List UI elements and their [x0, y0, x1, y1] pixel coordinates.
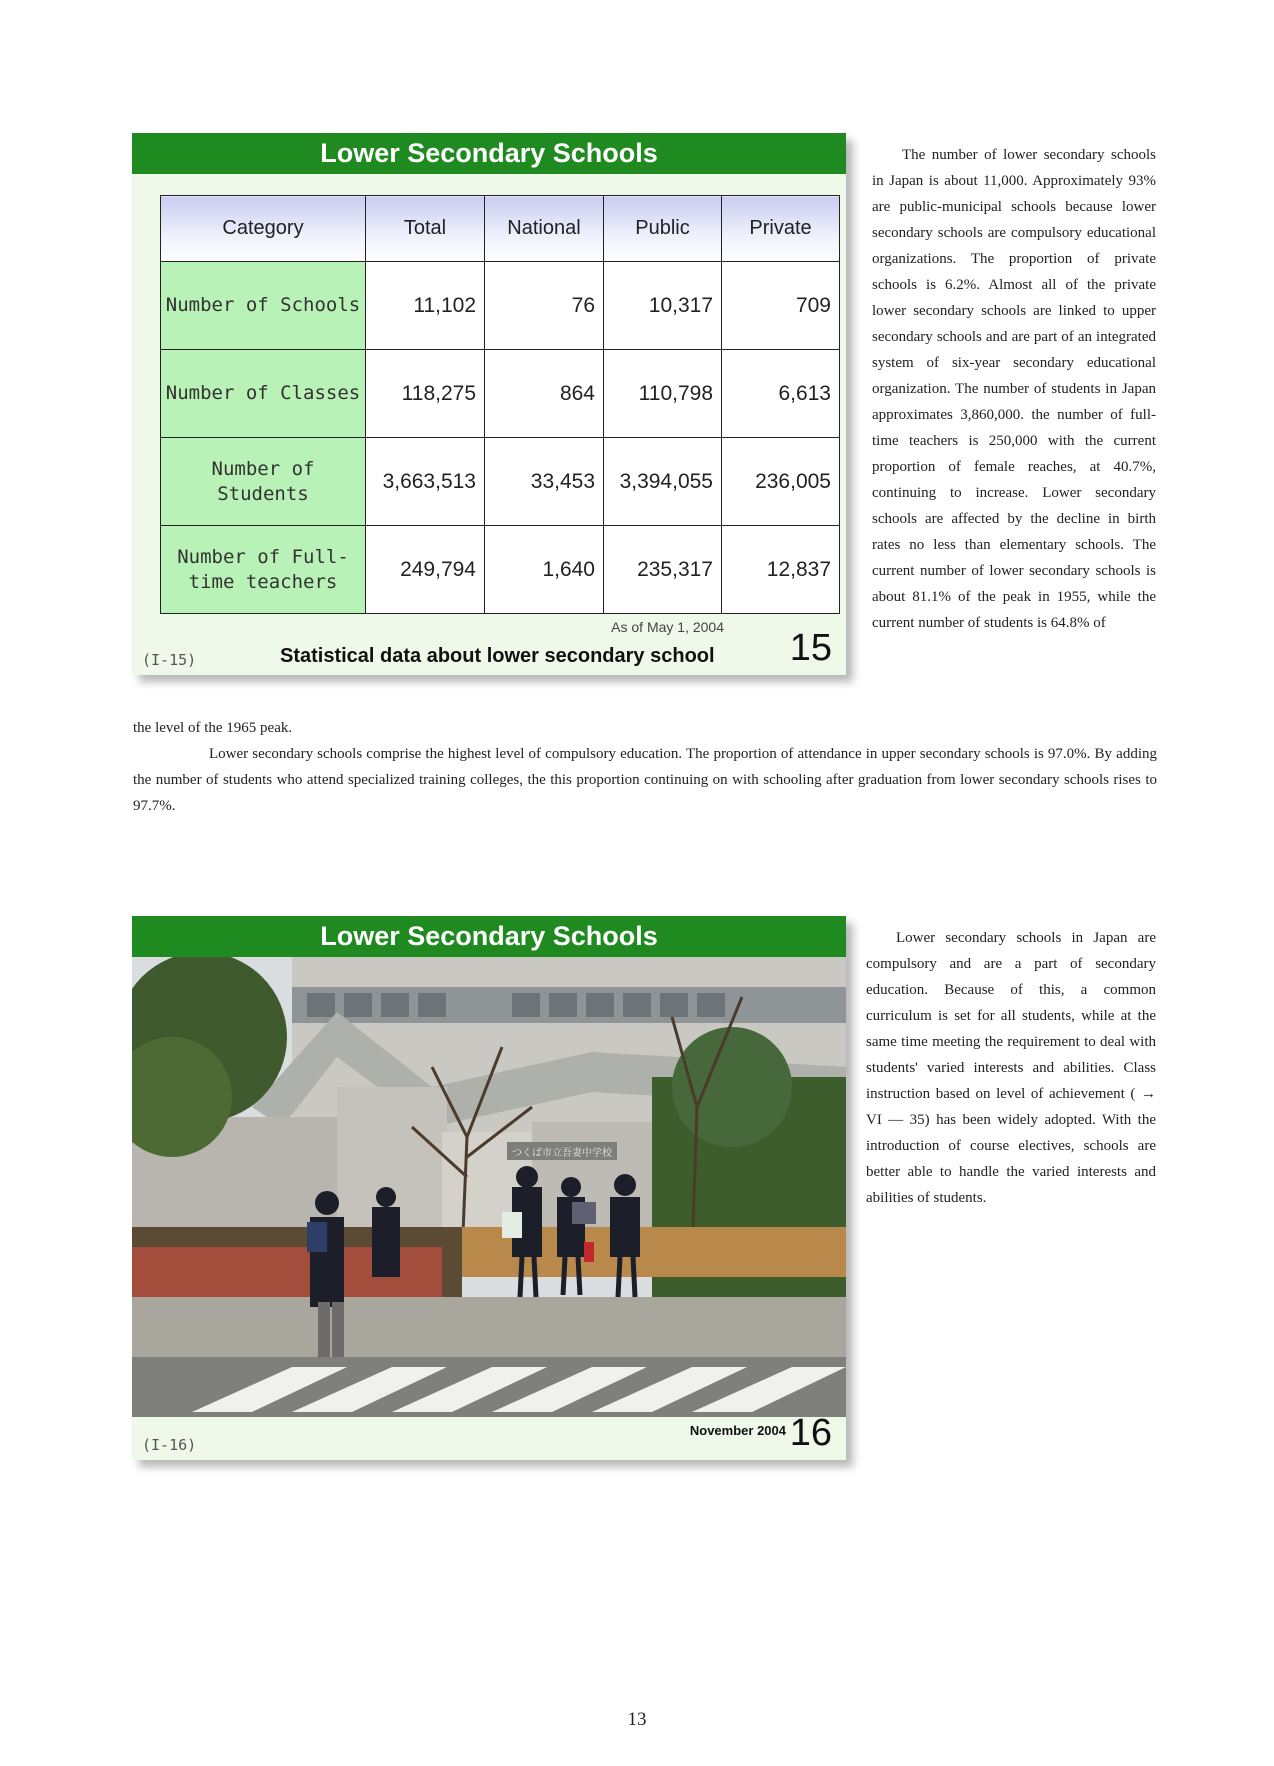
table-row — [161, 438, 840, 526]
table-cell: 6,613 — [722, 350, 840, 438]
table-row — [161, 350, 840, 438]
column-header: Category — [161, 196, 366, 262]
table-cell: 11,102 — [366, 262, 485, 350]
statistics-table — [160, 195, 840, 614]
side-text-16 — [866, 925, 1156, 1211]
school-photo — [132, 957, 846, 1417]
row-label: Number of Schools — [161, 262, 366, 350]
table-cell: 249,794 — [366, 526, 485, 614]
table-cell: 110,798 — [604, 350, 722, 438]
column-header: Private — [722, 196, 840, 262]
table-cell: 118,275 — [366, 350, 485, 438]
table-cell: 12,837 — [722, 526, 840, 614]
row-label: Number of Full-time teachers — [161, 526, 366, 614]
table-cell: 76 — [485, 262, 604, 350]
slide-number: 15 — [789, 627, 832, 669]
slide-caption: Statistical data about lower secondary school — [280, 645, 715, 667]
table-cell: 709 — [722, 262, 840, 350]
row-label: Number of Students — [161, 438, 366, 526]
school-sign: つくば市立吾妻中学校 — [512, 1148, 612, 1159]
school-photo-illustration — [132, 957, 846, 1417]
table-cell: 3,663,513 — [366, 438, 485, 526]
table-cell: 1,640 — [485, 526, 604, 614]
slide-16 — [132, 916, 846, 1460]
side-text-15 — [872, 142, 1156, 636]
paragraph-2 — [133, 741, 1157, 819]
side-text-body: Lower secondary schools in Japan are compulsory and are a part of secondary education. Because of this, a common curriculum is set for all students, while at the same time meeting the requirement to deal with students' varied interests and abilities. Class instruction based on level of achievement ( → VI — 35) has been widely adopted. With the introduction of course electives, schools are better able to handle the varied interests and abilities of students. — [866, 930, 1156, 1206]
side-text-body: The number of lower secondary schools in Japan is about 11,000. Approximately 93% are public-municipal schools because lower secondary schools are compulsory educational organizations. The proportion of private schools is 6.2%. Almost all of the private lower secondary schools are linked to upper secondary schools and are part of an integrated system of six-year secondary educational organization. The number of students in Japan approximates 3,860,000. the number of full-time teachers is 250,000 with the current proportion of female reaches, at 40.7%, continuing to increase. Lower secondary schools are affected by the decline in birth rates no less than elementary schools. The current number of lower secondary schools is about 81.1% of the peak in 1955, while the current number of students is 64.8% of — [872, 147, 1156, 631]
slide-code: (I-15) — [142, 651, 197, 669]
column-header: Public — [604, 196, 722, 262]
table-cell: 33,453 — [485, 438, 604, 526]
column-header: Total — [366, 196, 485, 262]
column-header: National — [485, 196, 604, 262]
page-number: 13 — [627, 1709, 647, 1730]
slide-title: Lower Secondary Schools — [132, 133, 846, 174]
table-row — [161, 262, 840, 350]
paragraph-2-body: Lower secondary schools comprise the highest level of compulsory education. The proportion of attendance in upper secondary schools is 97.0%. By adding the number of students who attend specialized training colleges, the this proportion continuing on with schooling after graduation from lower secondary schools rises to 97.7%. — [133, 746, 1157, 814]
table-header-row — [161, 196, 840, 262]
slide-title: Lower Secondary Schools — [132, 916, 846, 957]
table-cell: 10,317 — [604, 262, 722, 350]
table-cell: 235,317 — [604, 526, 722, 614]
table-cell: 236,005 — [722, 438, 840, 526]
row-label: Number of Classes — [161, 350, 366, 438]
continuation-text: the level of the 1965 peak. — [133, 720, 293, 736]
table-cell: 864 — [485, 350, 604, 438]
slide-code: (I-16) — [142, 1436, 197, 1454]
slide-number: 16 — [789, 1412, 832, 1454]
table-cell: 3,394,055 — [604, 438, 722, 526]
as-of-date: As of May 1, 2004 — [611, 619, 724, 635]
photo-date: November 2004 — [689, 1423, 786, 1438]
table-row — [161, 526, 840, 614]
slide-15 — [132, 133, 846, 675]
